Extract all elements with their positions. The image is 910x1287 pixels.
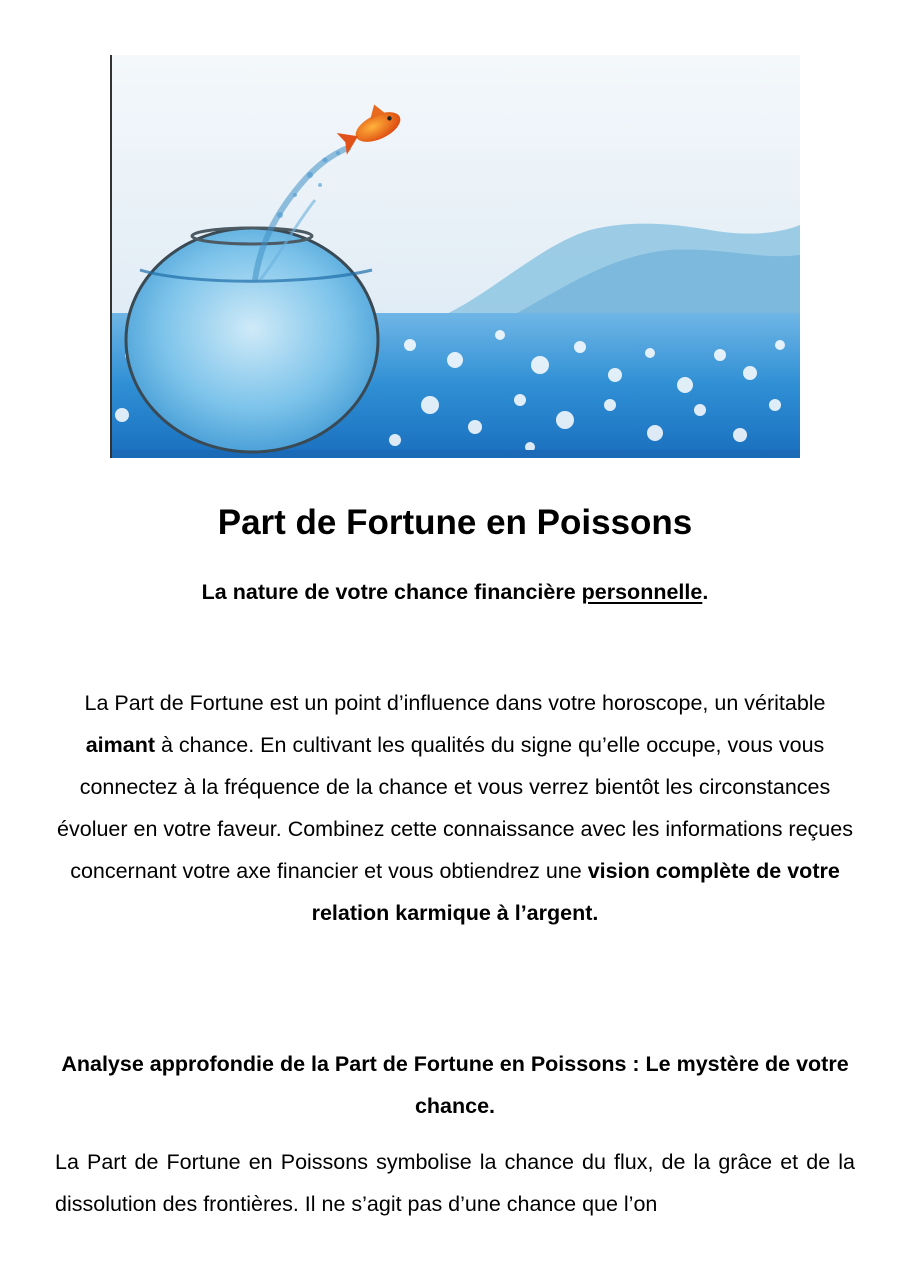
intro-bold-2: vision complète de votre relation karmique à l’argent. [311, 859, 840, 925]
subtitle-period: . [702, 580, 709, 604]
subtitle-text: La nature de votre chance financière [201, 580, 582, 604]
intro-paragraph [55, 682, 855, 934]
goldfish-bowl-image [110, 55, 800, 458]
intro-text-1: La Part de Fortune est un point d’influence dans votre horoscope, un véritable [84, 691, 826, 715]
page-title: Part de Fortune en Poissons [217, 503, 693, 542]
intro-text-2: à chance. En cultivant les qualités du signe qu’elle occupe, vous vous connectez à la fréquence de la chance et vous verrez bientôt les circonstances évoluer en votre faveur. Combinez cette connaissance avec les informations reçues concernant votre axe financier et vous obtiendrez une [57, 733, 853, 883]
section-body-paragraph: La Part de Fortune en Poissons symbolise la chance du flux, de la grâce et de la dissolution des frontières. Il ne s’agit pas d’une chance que l’on [55, 1150, 855, 1216]
section-heading: Analyse approfondie de la Part de Fortune en Poissons : Le mystère de votre chance. [61, 1052, 849, 1118]
subtitle-underlined-word: personnelle [581, 580, 703, 604]
intro-bold-1: aimant [85, 733, 155, 757]
page-subtitle [0, 580, 910, 605]
goldfish-jumping-icon [110, 55, 800, 458]
